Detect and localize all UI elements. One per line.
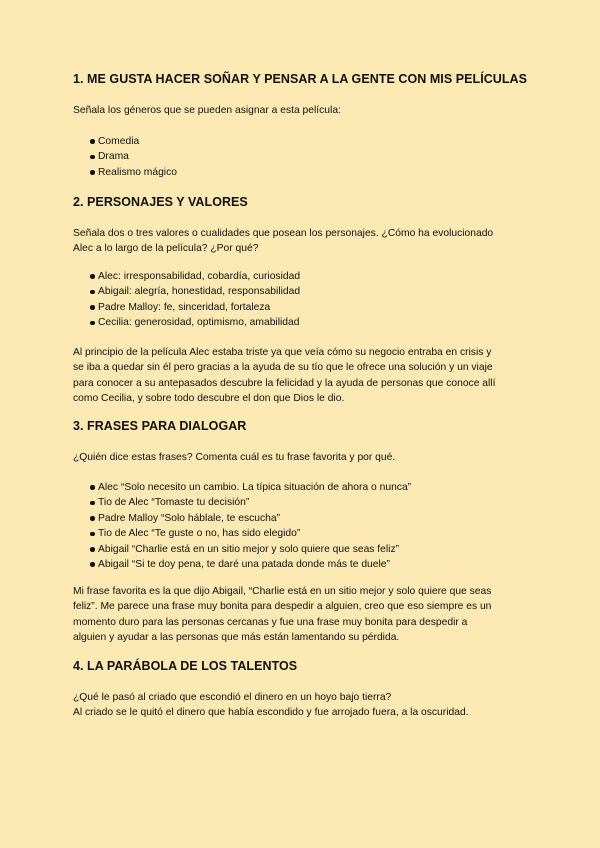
list-item: Comedia (90, 134, 177, 149)
bullet-icon (90, 274, 95, 279)
section-3-heading: 3. FRASES PARA DIALOGAR (73, 419, 247, 433)
list-item: Abigail “Si te doy pena, te daré una patada donde más te duele” (90, 557, 411, 572)
list-item: Alec “Solo necesito un cambio. La típica situación de ahora o nunca” (90, 480, 411, 495)
list-item: Abigail: alegría, honestidad, responsabilidad (90, 284, 300, 299)
section-1-heading: 1. ME GUSTA HACER SOÑAR Y PENSAR A LA GENTE CON MIS PELÍCULAS (73, 72, 528, 86)
bullet-icon (90, 501, 95, 506)
list-item: Cecilia: generosidad, optimismo, amabilidad (90, 315, 300, 330)
list-item: Padre Malloy: fe, sinceridad, fortaleza (90, 300, 300, 315)
list-item: Padre Malloy “Solo háblale, te escucha” (90, 511, 411, 526)
bullet-icon (90, 305, 95, 310)
list-item: Tio de Alec “Tomaste tu decisión” (90, 495, 411, 510)
list-item: Realismo mágico (90, 165, 177, 180)
bullet-icon (90, 321, 95, 326)
section-3-answer: Mi frase favorita es la que dijo Abigail, “Charlie está en un sitio mejor y solo quiere que seas feliz”. Me parece una frase muy bonita para despedir a alguien, creo que eso siempre es un momento duro para las personas cercanas y fue una frase muy bonita para despedir a alguien y ayudar a las personas que más están lamentando su pérdida. (73, 586, 492, 644)
bullet-icon (90, 547, 95, 552)
bullet-icon (90, 516, 95, 521)
section-3-quotes-list (90, 480, 411, 572)
section-4-qa: ¿Qué le pasó al criado que escondió el dinero en un hoyo bajo tierra? Al criado se le quitó el dinero que había escondido y fue arrojado fuera, a la oscuridad. (73, 692, 469, 719)
list-item: Drama (90, 149, 177, 164)
bullet-icon (90, 170, 95, 175)
list-item: Alec: irresponsabilidad, cobardía, curiosidad (90, 269, 300, 284)
section-4-heading: 4. LA PARÁBOLA DE LOS TALENTOS (73, 659, 298, 673)
section-1-intro: Señala los géneros que se pueden asignar a esta película: (73, 105, 341, 116)
bullet-icon (90, 139, 95, 144)
section-3-intro: ¿Quién dice estas frases? Comenta cuál es tu frase favorita y por qué. (73, 452, 396, 463)
bullet-icon (90, 485, 95, 490)
bullet-icon (90, 155, 95, 160)
bullet-icon (90, 532, 95, 537)
list-item: Tio de Alec “Te guste o no, has sido elegido” (90, 526, 411, 541)
bullet-icon (90, 562, 95, 567)
list-item: Abigail “Charlie está en un sitio mejor y solo quiere que seas feliz” (90, 542, 411, 557)
bullet-icon (90, 290, 95, 295)
section-2-intro: Señala dos o tres valores o cualidades que posean los personajes. ¿Cómo ha evolucionado Alec a lo largo de la película? ¿Por qué? (73, 228, 494, 255)
section-2-heading: 2. PERSONAJES Y VALORES (73, 195, 248, 209)
section-2-answer: Al principio de la película Alec estaba triste ya que veía cómo su negocio entraba en crisis y se iba a quedar sin él pero gracias a la ayuda de su tío que le ofrece una solución y un viaje para conocer a su antepasados descubre la felicidad y la ayuda de personas que conoce allí como Cecilia, y sobre todo descubre el don que Dios le dio. (73, 347, 496, 405)
section-2-values-list (90, 269, 300, 331)
section-1-genre-list (90, 134, 177, 180)
